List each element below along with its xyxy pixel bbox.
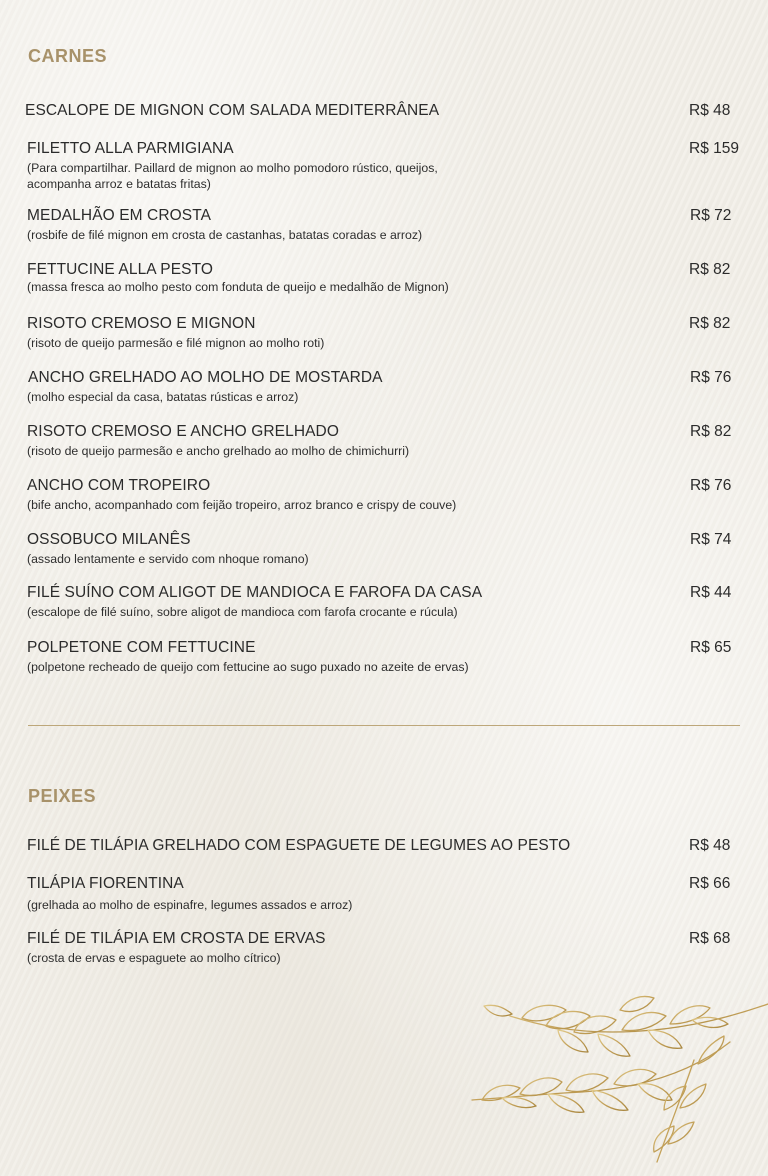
menu-item-name: OSSOBUCO MILANÊS: [27, 531, 191, 548]
menu-item-description: (Para compartilhar. Paillard de mignon ao molho pomodoro rústico, queijos, acompanha arroz e batatas fritas): [27, 161, 438, 191]
menu-item-ossobuco-milanes: [27, 530, 742, 567]
menu-item-name: FILÉ DE TILÁPIA EM CROSTA DE ERVAS: [27, 930, 326, 947]
menu-item-name: RISOTO CREMOSO E ANCHO GRELHADO: [27, 423, 340, 440]
menu-item-file-suino-aligot: [27, 583, 742, 620]
menu-item-description: (grelhada ao molho de espinafre, legumes assados e arroz): [27, 898, 353, 912]
menu-item-description: (massa fresca ao molho pesto com fonduta de queijo e medalhão de Mignon): [27, 280, 449, 294]
menu-item-price: R$ 159: [689, 140, 739, 157]
section-title-peixes: PEIXES: [28, 786, 97, 806]
section-divider: [28, 725, 740, 726]
menu-item-name: FILÉ DE TILÁPIA GRELHADO COM ESPAGUETE DE LEGUMES AO PESTO: [27, 837, 571, 854]
menu-item-ancho-grelhado-mostarda: [27, 368, 742, 405]
menu-item-price: R$ 76: [690, 369, 732, 386]
menu-item-price: R$ 66: [689, 875, 731, 892]
menu-item-name: ANCHO COM TROPEIRO: [27, 477, 211, 494]
menu-item-description: (escalope de filé suíno, sobre aligot de mandioca com farofa crocante e rúcula): [27, 605, 458, 619]
golden-leaf-branch-icon: [462, 990, 768, 1170]
menu-item-risoto-cremoso-e-mignon: [27, 314, 742, 351]
menu-item-price: R$ 82: [689, 315, 731, 332]
menu-item-fettucine-alla-pesto: [27, 260, 742, 295]
menu-item-description: (risoto de queijo parmesão e filé mignon ao molho roti): [27, 336, 325, 350]
menu-item-name: RISOTO CREMOSO E MIGNON: [27, 315, 256, 332]
menu-item-price: R$ 44: [690, 584, 732, 601]
menu-item-escalope-de-mignon: [27, 101, 742, 120]
menu-item-filetto-alla-parmigiana: [27, 139, 742, 192]
menu-item-medalhao-em-crosta: [27, 206, 742, 243]
section-title-carnes: CARNES: [28, 46, 108, 66]
menu-item-name: POLPETONE COM FETTUCINE: [27, 639, 256, 656]
menu-item-price: R$ 74: [690, 531, 732, 548]
menu-item-name: ANCHO GRELHADO AO MOLHO DE MOSTARDA: [28, 369, 383, 386]
menu-item-description: (molho especial da casa, batatas rústicas e arroz): [27, 390, 299, 404]
menu-item-name: FILÉ SUÍNO COM ALIGOT DE MANDIOCA E FAROFA DA CASA: [27, 584, 483, 601]
menu-item-description: (crosta de ervas e espaguete ao molho cítrico): [27, 951, 281, 965]
menu-item-risoto-cremoso-e-ancho: [27, 422, 742, 459]
menu-item-description: (bife ancho, acompanhado com feijão tropeiro, arroz branco e crispy de couve): [27, 498, 457, 512]
menu-item-name: FILETTO ALLA PARMIGIANA: [27, 140, 234, 157]
menu-item-name: FETTUCINE ALLA PESTO: [27, 261, 214, 278]
menu-item-price: R$ 48: [689, 102, 731, 119]
menu-item-ancho-com-tropeiro: [27, 476, 742, 513]
menu-item-price: R$ 82: [690, 423, 732, 440]
menu-item-file-de-tilapia-crosta: [27, 929, 742, 966]
menu-item-polpetone-com-fettucine: [27, 638, 742, 675]
menu-item-price: R$ 65: [690, 639, 732, 656]
menu-item-name: TILÁPIA FIORENTINA: [27, 875, 184, 892]
menu-item-file-de-tilapia-grelhado: [27, 836, 742, 855]
menu-item-price: R$ 48: [689, 837, 731, 854]
menu-item-price: R$ 76: [690, 477, 732, 494]
menu-item-price: R$ 68: [689, 930, 731, 947]
menu-item-description: (risoto de queijo parmesão e ancho grelhado ao molho de chimichurri): [27, 444, 410, 458]
menu-item-tilapia-fiorentina: [27, 874, 742, 913]
menu-item-description: (assado lentamente e servido com nhoque romano): [27, 552, 309, 566]
menu-item-price: R$ 72: [690, 207, 732, 224]
menu-item-description: (rosbife de filé mignon em crosta de castanhas, batatas coradas e arroz): [27, 228, 423, 242]
menu-item-name: MEDALHÃO EM CROSTA: [27, 207, 212, 224]
menu-item-price: R$ 82: [689, 261, 731, 278]
menu-item-name: ESCALOPE DE MIGNON COM SALADA MEDITERRÂNEA: [25, 102, 440, 119]
menu-item-description: (polpetone recheado de queijo com fettucine ao sugo puxado no azeite de ervas): [27, 660, 469, 674]
